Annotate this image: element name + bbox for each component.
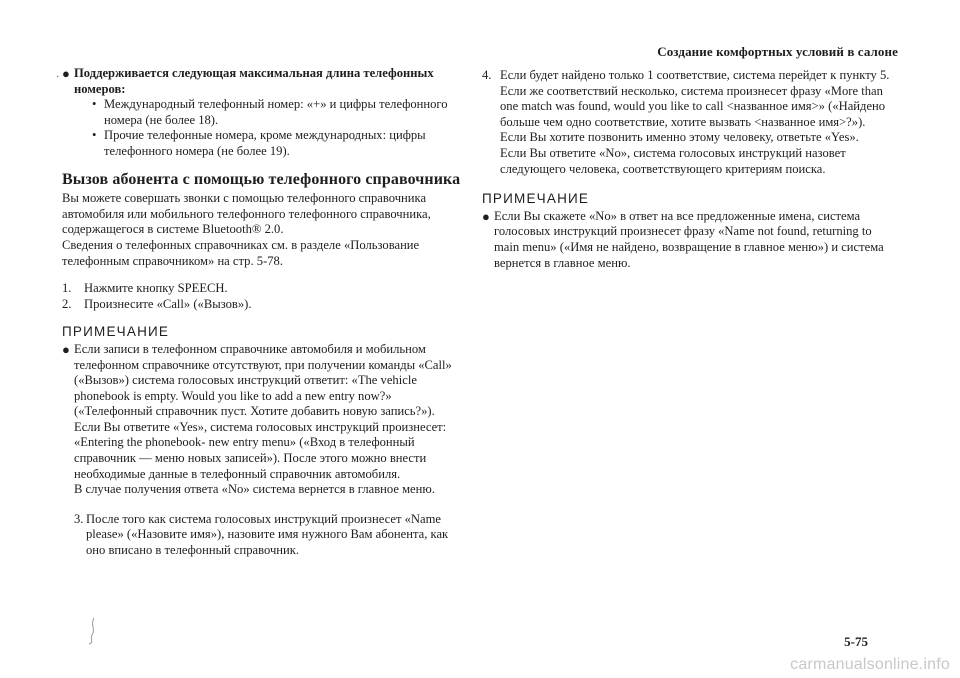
bullet-dot-icon: ● bbox=[62, 66, 70, 81]
pen-mark-icon bbox=[86, 617, 100, 645]
number-length-list bbox=[92, 97, 470, 159]
margin-mark: · bbox=[56, 72, 60, 83]
step-paragraph: Если будет найдено только 1 соответствие, система перейдет к пункту 5. bbox=[500, 68, 890, 82]
left-column bbox=[62, 66, 470, 559]
note-heading: ПРИМЕЧАНИЕ bbox=[62, 324, 170, 340]
page-number: 5-75 bbox=[844, 634, 868, 649]
note-paragraph: В случае получения ответа «No» система вернется в главное меню. bbox=[74, 482, 435, 497]
section-title: Вызов абонента с помощью телефонного справочника bbox=[62, 170, 461, 188]
list-item: • Международный телефонный номер: «+» и цифры телефонного номера (не более 18). bbox=[92, 97, 470, 128]
step-paragraph: Если Вы ответите «No», система голосовых инструкций назовет следующего человека, соответствующего критериям поиска. bbox=[500, 145, 846, 176]
step-item bbox=[62, 281, 470, 297]
intro-bullet bbox=[62, 66, 470, 97]
note-content bbox=[74, 342, 470, 498]
note-block bbox=[62, 342, 470, 498]
note-block bbox=[482, 209, 892, 271]
note-heading: ПРИМЕЧАНИЕ bbox=[482, 191, 590, 207]
step-number: 3. bbox=[74, 511, 84, 526]
reference-paragraph: Сведения о телефонных справочниках см. в разделе «Пользование телефонным справочником» на стр. 5-78. bbox=[62, 237, 420, 268]
bullet-dot-icon: ● bbox=[62, 341, 70, 357]
step-number: 2. bbox=[62, 296, 72, 311]
right-column bbox=[482, 68, 892, 271]
step-text: После того как система голосовых инструкций произнесет «Name please» («Назовите имя»), назовите имя нужного Вам абонента, как оно вписано в телефонный справочник. bbox=[86, 511, 449, 558]
step-text: Произнесите «Call» («Вызов»). bbox=[84, 296, 252, 311]
step-number: 4. bbox=[482, 68, 492, 82]
step-paragraph: Если же соответствий несколько, система произнесет фразу «More than one match was found, would you like to call <названное имя>» («Найдено больше чем одно соответствие, хотите вызвать <названное имя>?»). Если Вы хотите позвонить именно этому человеку, ответьте «Yes». bbox=[500, 83, 886, 145]
step-item bbox=[482, 68, 892, 177]
step-number: 1. bbox=[62, 281, 72, 296]
intro-paragraph: Вы можете совершать звонки с помощью телефонного справочника автомобиля или мобильного телефонного телефонного справочника, содержащегося в системе Bluetooth® 2.0. bbox=[62, 191, 431, 237]
note-paragraph: Если Вы ответите «Yes», система голосовых инструкций произнесет: «Entering the phonebook- new entry menu» («Вход в телефонный справочник — меню новых записей»). После этого можно внести необходимые данные в телефонный справочник автомобиля. bbox=[74, 419, 447, 481]
watermark: carmanualsonline.info bbox=[790, 656, 950, 673]
steps-list bbox=[62, 281, 470, 312]
step-item bbox=[62, 297, 470, 313]
note-paragraph: Если Вы скажете «No» в ответ на все предложенные имена, система голосовых инструкций произнесет фразу «Name not found, returning to main menu» («Имя не найдено, возвращение в главное меню») и система вернется в главное меню. bbox=[494, 208, 884, 270]
step-text: Нажмите кнопку SPEECH. bbox=[84, 281, 228, 296]
note-paragraph: Если записи в телефонном справочнике автомобиля и мобильном телефонном справочнике отсутствуют, при получении команды «Call» («Вызов») система голосовых инструкций ответит: «The vehicle phonebook is empty. Would you like to add a new entry now?» («Телефонный справочник пуст. Хотите добавить новую запись?»). bbox=[74, 341, 452, 419]
bullet-dot-icon: ● bbox=[482, 208, 490, 224]
step-item bbox=[62, 512, 470, 559]
list-item: • Прочие телефонные номера, кроме международных: цифры телефонного номера (не более 19). bbox=[92, 128, 470, 159]
section-header: Создание комфортных условий в салоне bbox=[657, 44, 898, 59]
intro-text: Поддерживается следующая максимальная длина телефонных номеров: bbox=[74, 66, 434, 96]
